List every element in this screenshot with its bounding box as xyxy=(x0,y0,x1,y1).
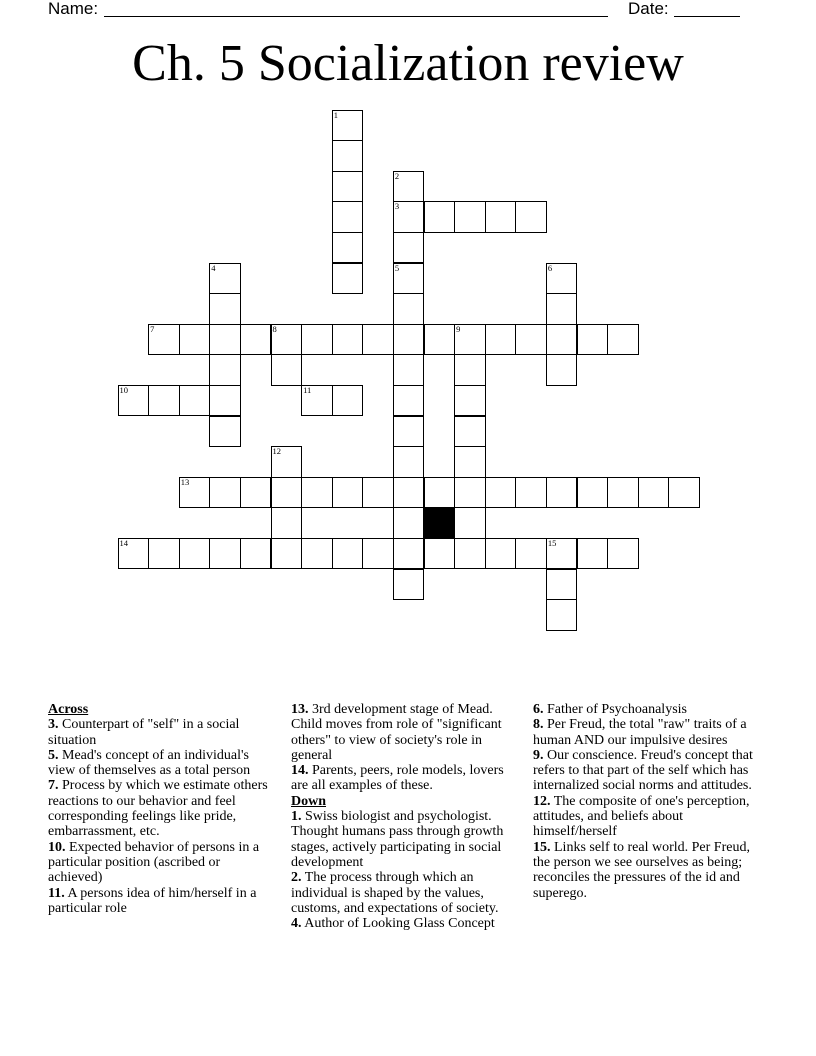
grid-cell[interactable] xyxy=(454,416,486,448)
clue xyxy=(533,702,769,717)
grid-cell[interactable] xyxy=(393,293,425,325)
clue xyxy=(291,763,523,794)
grid-cell[interactable] xyxy=(393,507,425,539)
grid-cell[interactable] xyxy=(454,446,486,478)
grid-cell[interactable] xyxy=(209,385,241,417)
clue-number: 3 xyxy=(394,201,400,212)
grid-cell[interactable] xyxy=(332,263,364,295)
clue-num: 7. xyxy=(48,778,59,794)
down-heading: Down xyxy=(291,793,327,809)
grid-cell[interactable] xyxy=(209,416,241,448)
grid-cell[interactable] xyxy=(393,201,425,233)
grid-cell[interactable] xyxy=(118,385,150,417)
clue xyxy=(291,809,523,870)
grid-cell[interactable] xyxy=(454,385,486,417)
clue-number: 8 xyxy=(272,323,277,334)
clue xyxy=(48,886,276,917)
grid-cell[interactable] xyxy=(240,477,272,509)
clue xyxy=(48,778,276,839)
grid-cell[interactable] xyxy=(546,477,578,509)
grid-cell[interactable] xyxy=(577,538,609,570)
clue-text: Per Freud, the total "raw" traits of a human AND our impulsive desires xyxy=(533,717,747,748)
grid-cell[interactable] xyxy=(546,354,578,386)
clue-text: Parents, peers, role models, lovers are all examples of these. xyxy=(291,763,504,794)
grid-cell[interactable] xyxy=(362,324,394,356)
date-label: Date: xyxy=(628,0,669,18)
grid-cell[interactable] xyxy=(332,171,364,203)
grid-cell[interactable] xyxy=(271,477,303,509)
grid-cell[interactable] xyxy=(454,507,486,539)
clue-number: 6 xyxy=(547,262,553,273)
clue-num: 14. xyxy=(291,763,309,779)
grid-cell[interactable] xyxy=(393,354,425,386)
grid-cell[interactable] xyxy=(424,201,456,233)
clue-text: A persons idea of him/herself in a particular role xyxy=(48,885,257,916)
across-heading: Across xyxy=(48,702,89,717)
clue-text: Expected behavior of persons in a particular position (ascribed or achieved) xyxy=(48,839,260,886)
grid-cell[interactable] xyxy=(393,477,425,509)
clue-number: 5 xyxy=(394,262,400,273)
grid-cell[interactable] xyxy=(454,354,486,386)
grid-block xyxy=(424,507,456,539)
grid-cell[interactable] xyxy=(332,201,364,233)
clue-number: 1 xyxy=(333,109,338,120)
clue-number: 7 xyxy=(150,323,155,334)
clue xyxy=(291,870,523,916)
clue-number: 9 xyxy=(456,323,461,334)
clue-text: Counterpart of "self" in a social situation xyxy=(48,717,240,748)
grid-cell[interactable] xyxy=(148,324,180,356)
clue-num: 12. xyxy=(533,793,551,809)
clue-number: 12 xyxy=(272,446,281,457)
clues-column-1 xyxy=(48,702,276,916)
grid-cell[interactable] xyxy=(332,110,364,142)
grid-cell[interactable] xyxy=(393,385,425,417)
clue-number: 4 xyxy=(211,262,216,273)
grid-cell[interactable] xyxy=(209,293,241,325)
grid-cell[interactable] xyxy=(179,538,211,570)
grid-cell[interactable] xyxy=(454,477,486,509)
name-label: Name: xyxy=(48,0,99,18)
grid-cell[interactable] xyxy=(546,569,578,601)
clue-number: 14 xyxy=(119,537,128,548)
grid-cell[interactable] xyxy=(515,201,547,233)
grid-cell[interactable] xyxy=(179,324,211,356)
grid-cell[interactable] xyxy=(332,232,364,264)
grid-cell[interactable] xyxy=(515,324,547,356)
clue xyxy=(533,794,769,840)
grid-cell[interactable] xyxy=(332,477,364,509)
grid-cell[interactable] xyxy=(393,232,425,264)
grid-cell[interactable] xyxy=(179,385,211,417)
clue-text: Swiss biologist and psychologist. Thought humans pass through growth stages, actively participating in social development xyxy=(291,809,504,870)
grid-cell[interactable] xyxy=(301,477,333,509)
grid-cell[interactable] xyxy=(209,538,241,570)
clue xyxy=(533,840,769,901)
grid-cell[interactable] xyxy=(485,538,517,570)
clue xyxy=(48,717,276,748)
grid-cell[interactable] xyxy=(240,324,272,356)
clue-num: 4. xyxy=(291,916,302,932)
grid-cell[interactable] xyxy=(393,538,425,570)
grid-cell[interactable] xyxy=(393,171,425,203)
clue-text: Links self to real world. Per Freud, the person we see ourselves as being; reconciles the pressures of the id and superego. xyxy=(533,839,750,901)
clue-number: 11 xyxy=(303,384,312,395)
grid-cell[interactable] xyxy=(454,538,486,570)
clue-num: 13. xyxy=(291,702,309,717)
clue-num: 5. xyxy=(48,747,59,763)
clue-text: Process by which we estimate others reactions to our behavior and feel corresponding feelings like pride, embarrassment, etc. xyxy=(48,778,268,840)
clue-text: Author of Looking Glass Concept xyxy=(301,916,495,932)
page-title: Ch. 5 Socialization review xyxy=(132,35,684,92)
clue xyxy=(533,748,769,794)
grid-cell[interactable] xyxy=(577,324,609,356)
clue-number: 13 xyxy=(180,476,190,487)
grid-cell[interactable] xyxy=(546,324,578,356)
grid-cell[interactable] xyxy=(454,324,486,356)
grid-cell[interactable] xyxy=(271,507,303,539)
grid-cell[interactable] xyxy=(638,477,670,509)
grid-cell[interactable] xyxy=(424,477,456,509)
grid-cell[interactable] xyxy=(393,416,425,448)
grid-cell[interactable] xyxy=(454,201,486,233)
clues-column-2 xyxy=(291,702,523,931)
clue-text: 3rd development stage of Mead. Child moves from role of "significant others" to view of society's role in general xyxy=(291,702,502,763)
grid-cell[interactable] xyxy=(393,569,425,601)
grid-cell[interactable] xyxy=(515,538,547,570)
grid-cell[interactable] xyxy=(271,538,303,570)
grid-cell[interactable] xyxy=(118,538,150,570)
grid-cell[interactable] xyxy=(271,324,303,356)
grid-cell[interactable] xyxy=(607,538,639,570)
grid-cell[interactable] xyxy=(301,538,333,570)
clue-num: 1. xyxy=(291,809,302,825)
clue-num: 9. xyxy=(533,747,544,763)
grid-cell[interactable] xyxy=(607,477,639,509)
clue-num: 2. xyxy=(291,870,302,886)
grid-cell[interactable] xyxy=(179,477,211,509)
grid-cell[interactable] xyxy=(209,354,241,386)
clue xyxy=(48,748,276,779)
clue-text: Our conscience. Freud's concept that refers to that part of the self which has internalized social norms and attitudes. xyxy=(533,747,753,794)
grid-cell[interactable] xyxy=(362,538,394,570)
grid-cell[interactable] xyxy=(332,385,364,417)
grid-cell[interactable] xyxy=(393,263,425,295)
grid-cell[interactable] xyxy=(209,477,241,509)
grid-cell[interactable] xyxy=(546,263,578,295)
grid-cell[interactable] xyxy=(332,324,364,356)
clue-number: 10 xyxy=(119,384,128,395)
grid-cell[interactable] xyxy=(209,263,241,295)
clue-number: 15 xyxy=(547,537,557,548)
grid-cell[interactable] xyxy=(607,324,639,356)
clue-num: 3. xyxy=(48,717,59,733)
grid-cell[interactable] xyxy=(332,140,364,172)
grid-cell[interactable] xyxy=(271,446,303,478)
clue xyxy=(48,840,276,886)
clue-text: The process through which an individual is shaped by the values, customs, and expectations of society. xyxy=(291,870,499,916)
grid-cell[interactable] xyxy=(332,538,364,570)
grid-cell[interactable] xyxy=(301,324,333,356)
grid-cell[interactable] xyxy=(485,201,517,233)
grid-cell[interactable] xyxy=(271,354,303,386)
grid-cell[interactable] xyxy=(240,538,272,570)
clue-number: 2 xyxy=(394,170,400,181)
grid-cell[interactable] xyxy=(546,293,578,325)
grid-cell[interactable] xyxy=(485,477,517,509)
grid-cell[interactable] xyxy=(362,477,394,509)
grid-cell[interactable] xyxy=(148,385,180,417)
grid-cell[interactable] xyxy=(424,538,456,570)
clue-num: 10. xyxy=(48,839,66,855)
clue-num: 11. xyxy=(48,885,65,901)
clue-num: 8. xyxy=(533,717,544,733)
grid-cell[interactable] xyxy=(301,385,333,417)
grid-cell[interactable] xyxy=(577,477,609,509)
clue-text: Mead's concept of an individual's view of themselves as a total person xyxy=(48,747,251,779)
grid-cell[interactable] xyxy=(148,538,180,570)
clue-num: 6. xyxy=(533,702,544,717)
grid-cell[interactable] xyxy=(515,477,547,509)
grid-cell[interactable] xyxy=(393,446,425,478)
clue-text: The composite of one's perception, attitudes, and beliefs about himself/herself xyxy=(533,793,750,840)
clues-column-3 xyxy=(533,702,769,901)
clue-text: Father of Psychoanalysis xyxy=(543,702,687,717)
grid-cell[interactable] xyxy=(209,324,241,356)
grid-cell[interactable] xyxy=(546,538,578,570)
grid-cell[interactable] xyxy=(668,477,700,509)
clue xyxy=(291,916,523,931)
grid-cell[interactable] xyxy=(424,324,456,356)
clue xyxy=(533,717,769,748)
clue-num: 15. xyxy=(533,839,551,855)
grid-cell[interactable] xyxy=(485,324,517,356)
grid-cell[interactable] xyxy=(546,599,578,631)
grid-cell[interactable] xyxy=(393,324,425,356)
clue xyxy=(291,702,523,763)
